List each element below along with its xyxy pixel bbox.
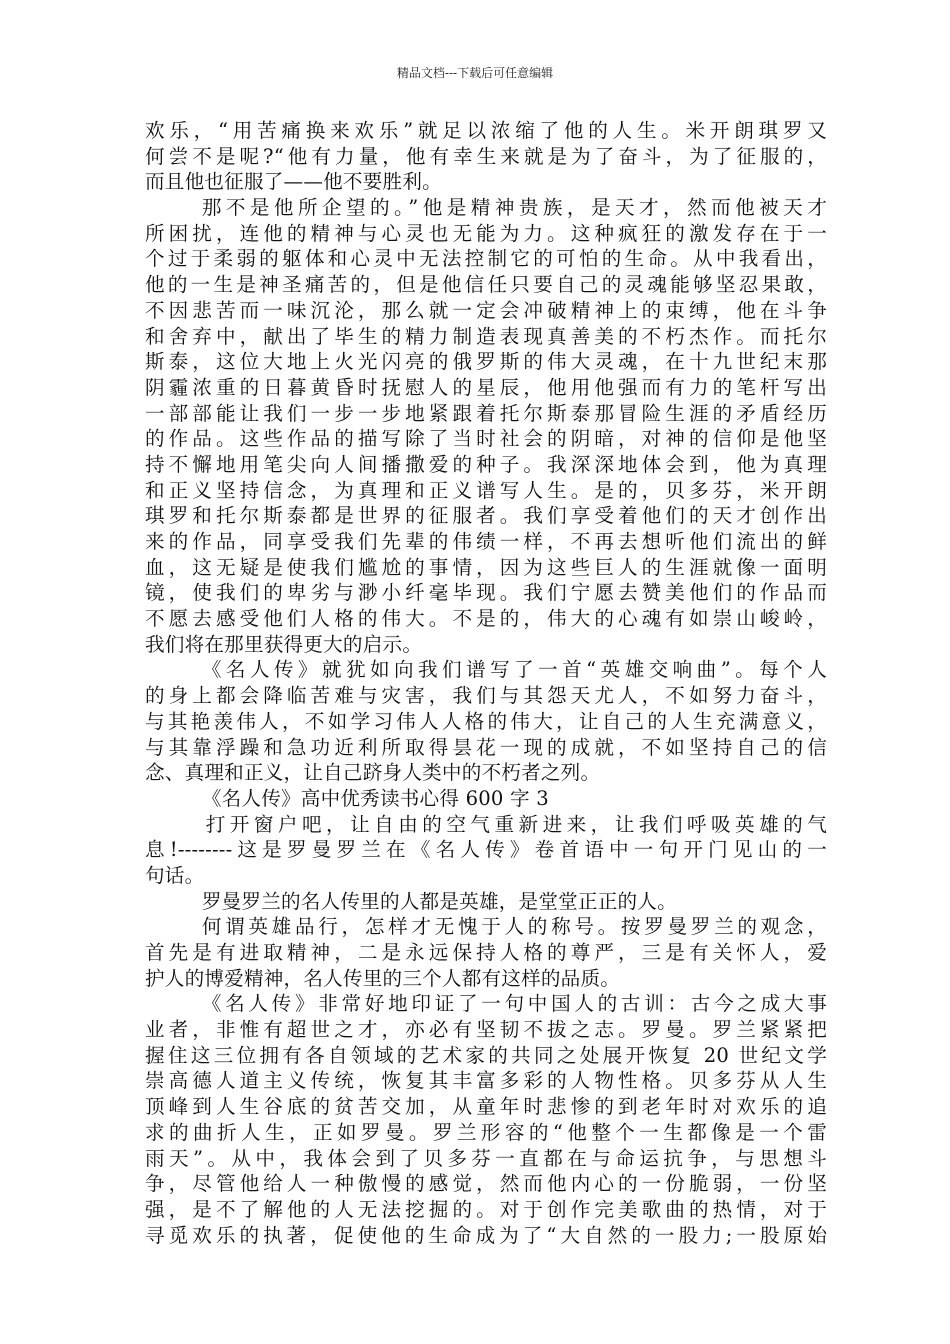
text-line: 争，尽管他给人一种傲慢的感觉，然而他内心的一份脆弱，一份坚 <box>145 1172 827 1196</box>
text-line: 阴霾浓重的日暮黄昏时抚慰人的星辰，他用他强而有力的笔杆写出 <box>145 375 827 399</box>
text-line: 他的一生是神圣痛苦的，但是他信任只要自己的灵魂能够坚忍果敢， <box>145 273 827 297</box>
text-line: 息!--------这是罗曼罗兰在《名人传》卷首语中一句开门见山的一 <box>145 838 827 862</box>
text-line: 我们将在那里获得更大的启示。 <box>145 632 423 656</box>
text-line: 《名人传》非常好地印证了一句中国人的古训：古今之成大事 <box>201 992 827 1016</box>
text-line: 握住这三位拥有各自领域的艺术家的共同之处展开恢复 20 世纪文学 <box>145 1043 827 1067</box>
text-line: 和舍弃中，献出了毕生的精力制造表现真善美的不朽杰作。而托尔 <box>145 324 827 348</box>
text-line: 斯泰，这位大地上火光闪亮的俄罗斯的伟大灵魂，在十九世纪末那 <box>145 350 827 374</box>
text-line: 雨天”。从中，我体会到了贝多芬一直都在与命运抗争，与思想斗 <box>145 1146 827 1170</box>
text-line: 和正义坚持信念，为真理和正义谱写人生。是的，贝多芬，米开朗 <box>145 478 827 502</box>
text-line: 与其艳羡伟人，不如学习伟人人格的伟大，让自己的人生充满意义， <box>145 709 827 733</box>
text-line: 的身上都会降临苦难与灾害，我们与其怨天尤人，不如努力奋斗， <box>145 684 827 708</box>
text-line: 《名人传》就犹如向我们谱写了一首“英雄交响曲”。每个人 <box>201 658 827 682</box>
text-line: 求的曲折人生，正如罗曼。罗兰形容的“他整个一生都像是一个雷 <box>145 1120 827 1144</box>
text-line: 打开窗户吧，让自由的空气重新进来，让我们呼吸英雄的气 <box>205 812 827 836</box>
text-line: 护人的博爱精神，名人传里的三个人都有这样的品质。 <box>145 966 621 990</box>
text-line: 念、真理和正义，让自己跻身人类中的不朽者之列。 <box>145 761 601 785</box>
text-line: 琪罗和托尔斯泰都是世界的征服者。我们享受着他们的天才创作出 <box>145 504 827 528</box>
text-line: 寻觅欢乐的执著，促使他的生命成为了“大自然的一股力;一股原始 <box>145 1223 827 1247</box>
text-line: 的作品。这些作品的描写除了当时社会的阴暗，对神的信仰是他坚 <box>145 427 827 451</box>
text-line: 《名人传》高中优秀读书心得 600 字 3 <box>201 786 549 810</box>
text-line: 与其靠浮躁和急功近利所取得昙花一现的成就，不如坚持自己的信 <box>145 735 827 759</box>
text-line: 顶峰到人生谷底的贫苦交加，从童年时悲惨的到老年时对欢乐的追 <box>145 1095 827 1119</box>
text-line: 罗曼罗兰的名人传里的人都是英雄，是堂堂正正的人。 <box>201 889 677 913</box>
text-line: 所困扰，连他的精神与心灵也无能为力。这种疯狂的激发存在于一 <box>145 221 827 245</box>
text-line: 不愿去感受他们人格的伟大。不是的，伟大的心魂有如崇山峻岭， <box>145 607 827 631</box>
text-line: 句话。 <box>145 863 205 887</box>
text-line: 个过于柔弱的躯体和心灵中无法控制它的可怕的生命。从中我看出， <box>145 247 827 271</box>
text-line: 何谓英雄品行，怎样才无愧于人的称号。按罗曼罗兰的观念， <box>201 915 827 939</box>
text-line: 欢乐，“用苦痛换来欢乐”就足以浓缩了他的人生。米开朗琪罗又 <box>145 119 827 142</box>
text-line: 血，这无疑是使我们尴尬的事情，因为这些巨人的生涯就像一面明 <box>145 555 827 579</box>
text-line: 持不懈地用笔尖向人间播撒爱的种子。我深深地体会到，他为真理 <box>145 452 827 476</box>
text-line: 那不是他所企望的。”他是精神贵族，是天才，然而他被天才 <box>201 196 827 220</box>
text-line: 来的作品，同享受我们先辈的伟绩一样，不再去想听他们流出的鲜 <box>145 530 827 553</box>
text-line: 崇高德人道主义传统，恢复其丰富多彩的人物性格。贝多芬从人生 <box>145 1069 827 1093</box>
text-line: 一部部能让我们一步一步地紧跟着托尔斯泰那冒险生涯的矛盾经历 <box>145 401 827 425</box>
page-header: 精品文档---下载后可任意编辑 <box>396 66 554 80</box>
text-line: 而且他也征服了——他不要胜利。 <box>145 170 442 194</box>
text-line: 不因悲苦而一味沉沦，那么就一定会冲破精神上的束缚，他在斗争 <box>145 298 827 322</box>
text-line: 强，是不了解他的人无法挖掘的。对于创作完美歌曲的热情，对于 <box>145 1197 827 1221</box>
text-line: 首先是有进取精神，二是永远保持人格的尊严，三是有关怀人，爱 <box>145 941 827 964</box>
text-line: 业者，非惟有超世之才，亦必有坚韧不拔之志。罗曼。罗兰紧紧把 <box>145 1018 827 1042</box>
text-line: 镜，使我们的卑劣与渺小纤毫毕现。我们宁愿去赞美他们的作品而 <box>145 581 827 605</box>
text-line: 何尝不是呢?“他有力量，他有幸生来就是为了奋斗，为了征服的， <box>145 144 827 168</box>
document-body <box>145 118 827 1248</box>
